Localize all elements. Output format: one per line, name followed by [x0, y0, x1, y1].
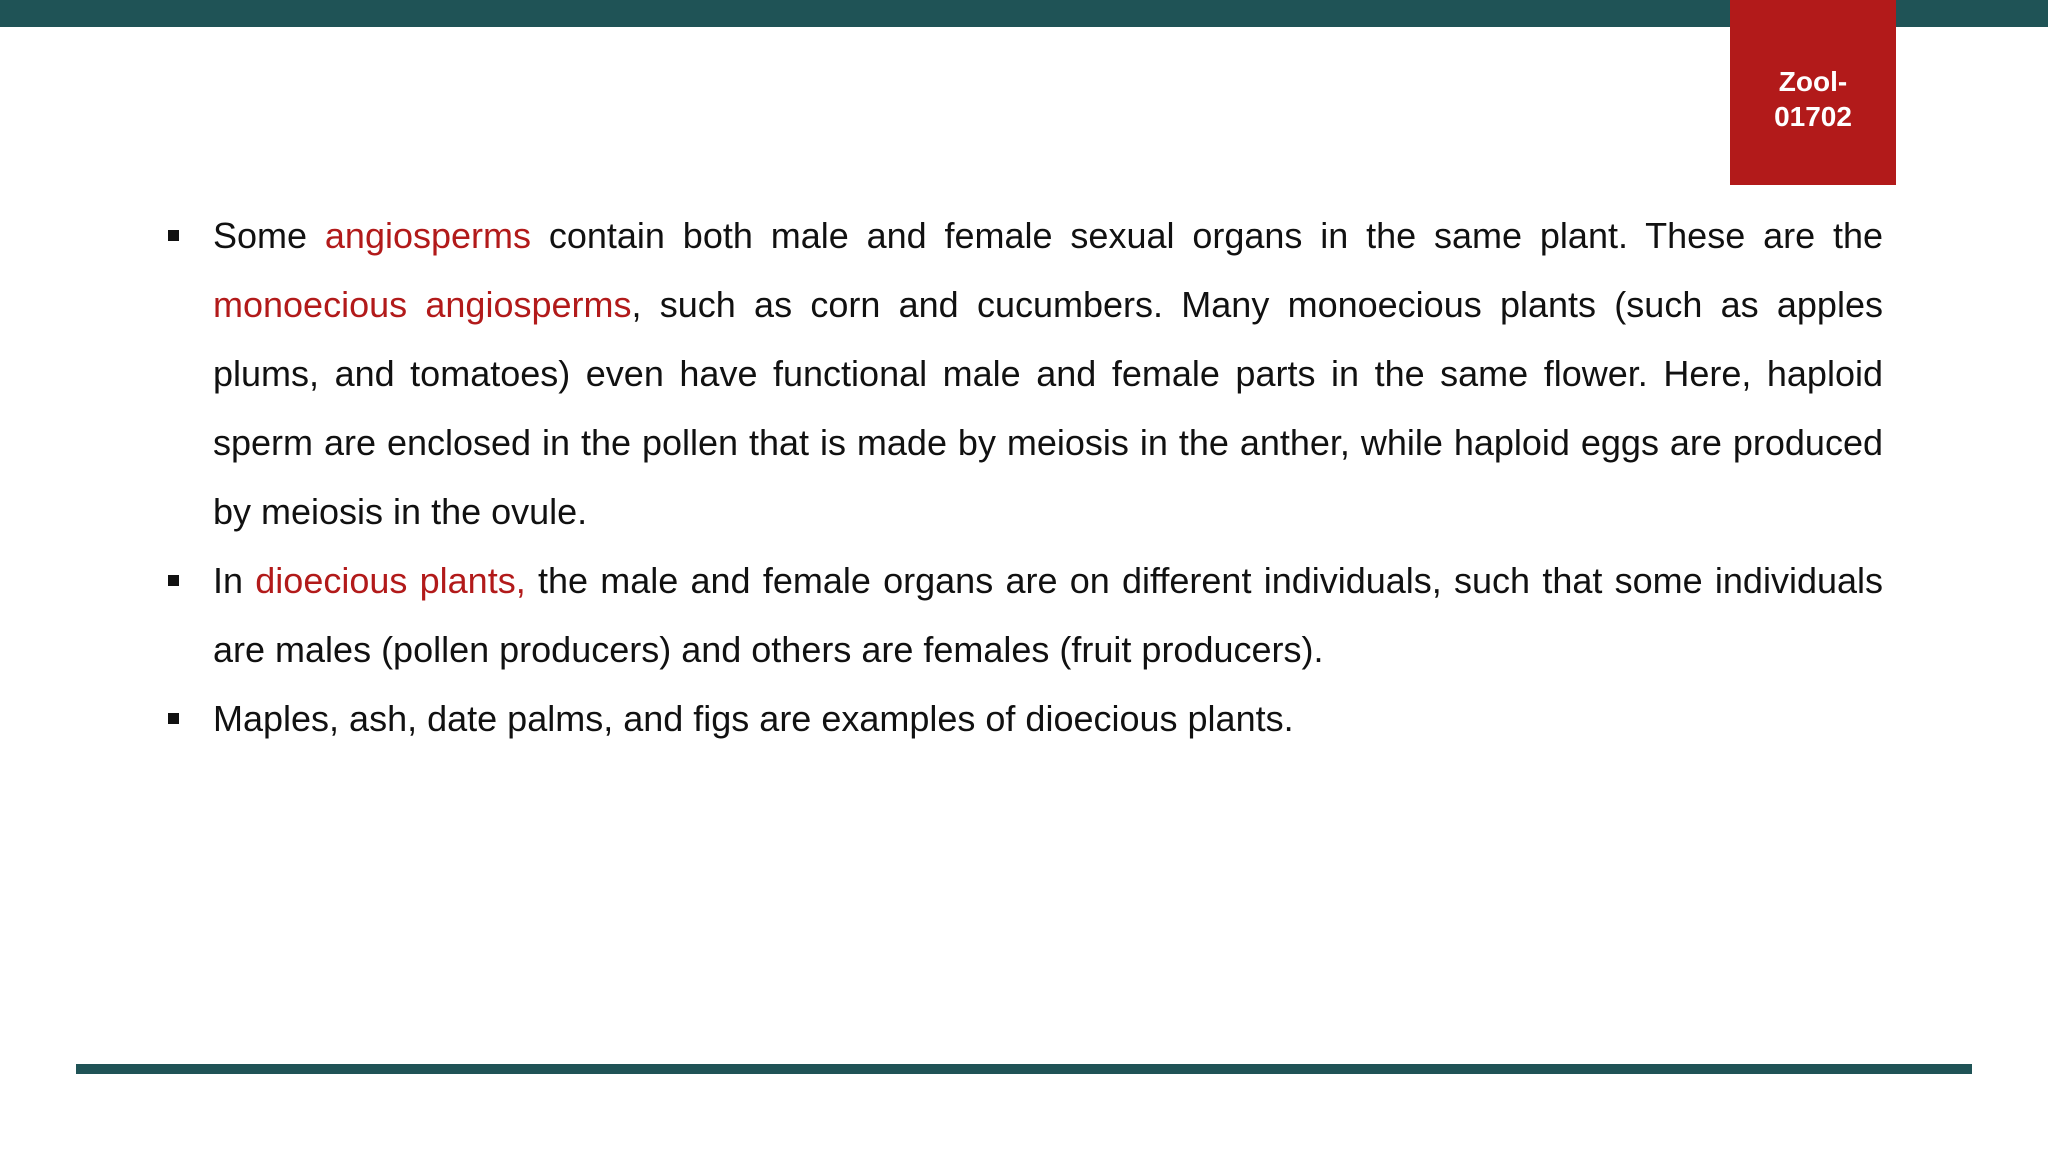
course-code-badge	[1730, 0, 1896, 185]
bullet-text: Some	[213, 215, 325, 256]
bullet-item-examples	[163, 684, 1883, 753]
bottom-divider-rule	[76, 1064, 1972, 1074]
highlight-term-monoecious-angiosperms: monoecious angiosperms	[213, 284, 632, 325]
bullet-text: Maples, ash, date palms, and figs are examples of dioecious plants.	[213, 698, 1294, 739]
course-code-line-1: Zool-	[1778, 65, 1848, 97]
square-bullet-icon	[168, 575, 179, 586]
bullet-item-dioecious	[163, 546, 1883, 684]
bullet-text: contain both male and female sexual organs in the same plant. These are the	[531, 215, 1884, 256]
bullet-text: In	[213, 560, 256, 601]
course-code-line-2: 01702	[1774, 100, 1852, 132]
bullet-text: , such as corn and cucumbers. Many monoecious plants (such as apples plums, and tomatoes) even have functional male and female parts in the same flower. Here, haploid sperm are enclosed in the pollen that is made by meiosis in the anther, while haploid eggs are produced by meiosis in the ovule.	[213, 284, 1883, 532]
bullet-item-monoecious	[163, 201, 1883, 546]
bullet-list	[163, 201, 1883, 753]
square-bullet-icon	[168, 713, 179, 724]
square-bullet-icon	[168, 230, 179, 241]
highlight-term-dioecious-plants: dioecious plants,	[255, 560, 526, 601]
highlight-term-angiosperms: angiosperms	[324, 215, 532, 256]
bullet-text: the male and female organs are on different individuals, such that some individuals are males (pollen producers) and others are females (fruit producers).	[213, 560, 1884, 670]
